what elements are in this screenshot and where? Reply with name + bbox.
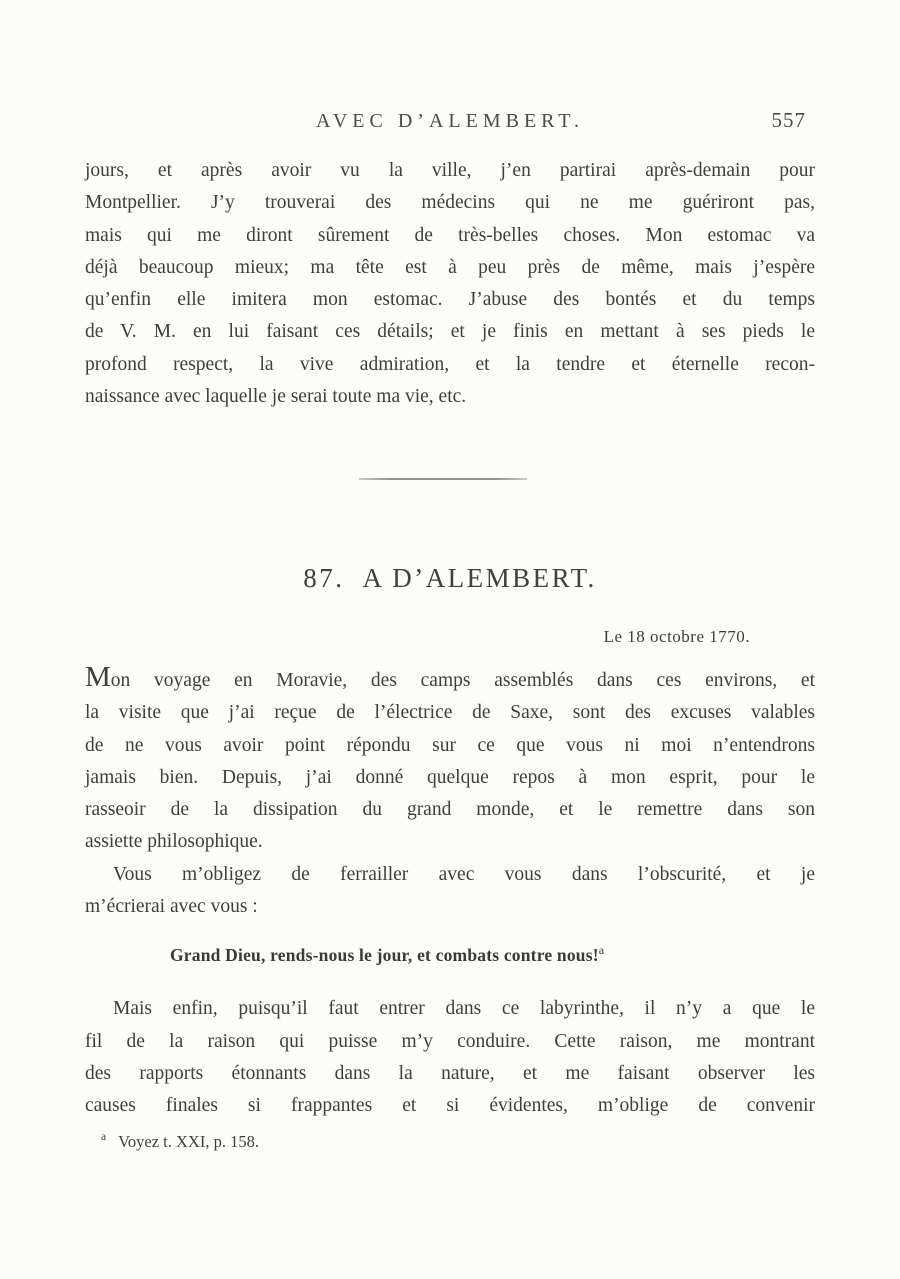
text-line	[85, 663, 815, 697]
running-header: AVEC D’ALEMBERT.	[315, 110, 585, 132]
text-line: rasseoir de la dissipation du grand monde, et le remettre dans son	[85, 799, 815, 821]
text-line: qu’enfin elle imitera mon estomac. J’abuse des bontés et du temps	[85, 289, 815, 311]
footnote	[101, 1130, 815, 1154]
paragraph-1	[85, 663, 815, 859]
verse-quote	[170, 940, 815, 970]
text-line: Vous m’obligez de ferrailler avec vous dans l’obscurité, et je	[113, 863, 815, 885]
letter-87-body	[85, 663, 815, 1154]
page-number: 557	[771, 108, 806, 132]
text-line: naissance avec laquelle je serai toute ma vie, etc.	[85, 386, 467, 408]
text-line: de V. M. en lui faisant ces détails; et je finis en mettant à ses pieds le	[85, 321, 815, 343]
text-line: profond respect, la vive admiration, et la tendre et éternelle recon-	[85, 353, 815, 375]
footnote-text: Voyez t. XXI, p. 158.	[118, 1131, 259, 1151]
text-line: jamais bien. Depuis, j’ai donné quelque repos à mon esprit, pour le	[85, 766, 815, 788]
text-line: assiette philosophique.	[85, 831, 263, 853]
text-line: la visite que j’ai reçue de l’électrice de Saxe, sont des excuses valables	[85, 702, 815, 724]
paragraph-3	[85, 993, 815, 1122]
footnote-marker: a	[101, 1131, 107, 1144]
text-line: Mais enfin, puisqu’il faut entrer dans ce labyrinthe, il n’y a que le	[113, 998, 815, 1020]
text-line: fil de la raison qui puisse m’y conduire. Cette raison, me montrant	[85, 1030, 815, 1052]
text-line: causes finales si frappantes et si évidentes, m’oblige de convenir	[85, 1095, 815, 1117]
text-line: déjà beaucoup mieux; ma tête est à peu près de même, mais j’espère	[85, 256, 815, 278]
verse-quote-text: Grand Dieu, rends-nous le jour, et combats contre nous!	[170, 945, 599, 966]
text-line: jours, et après avoir vu la ville, j’en partirai après-demain pour	[85, 160, 815, 181]
text-line-rest: on voyage en Moravie, des camps assemblés dans ces environs, et	[110, 670, 815, 691]
footnote-reference: a	[598, 943, 605, 958]
letter-86-continuation	[85, 155, 815, 413]
drop-cap: M	[85, 661, 111, 693]
paragraph-2	[85, 859, 815, 924]
text-line: m’écrierai avec vous :	[85, 896, 258, 918]
section-divider-rule	[359, 478, 527, 480]
text-line: Montpellier. J’y trouverai des médecins qui ne me guériront pas,	[85, 192, 815, 214]
text-line: des rapports étonnants dans la nature, et me faisant observer les	[85, 1062, 815, 1084]
letter-date: Le 18 octobre 1770.	[603, 627, 750, 646]
letter-title: A D’ALEMBERT.	[362, 563, 597, 593]
text-line: mais qui me diront sûrement de très-belles choses. Mon estomac va	[85, 224, 815, 246]
letter-number: 87.	[303, 563, 345, 593]
letter-heading	[0, 563, 900, 594]
text-line: de ne vous avoir point répondu sur ce que vous ni moi n’entendrons	[85, 734, 815, 756]
